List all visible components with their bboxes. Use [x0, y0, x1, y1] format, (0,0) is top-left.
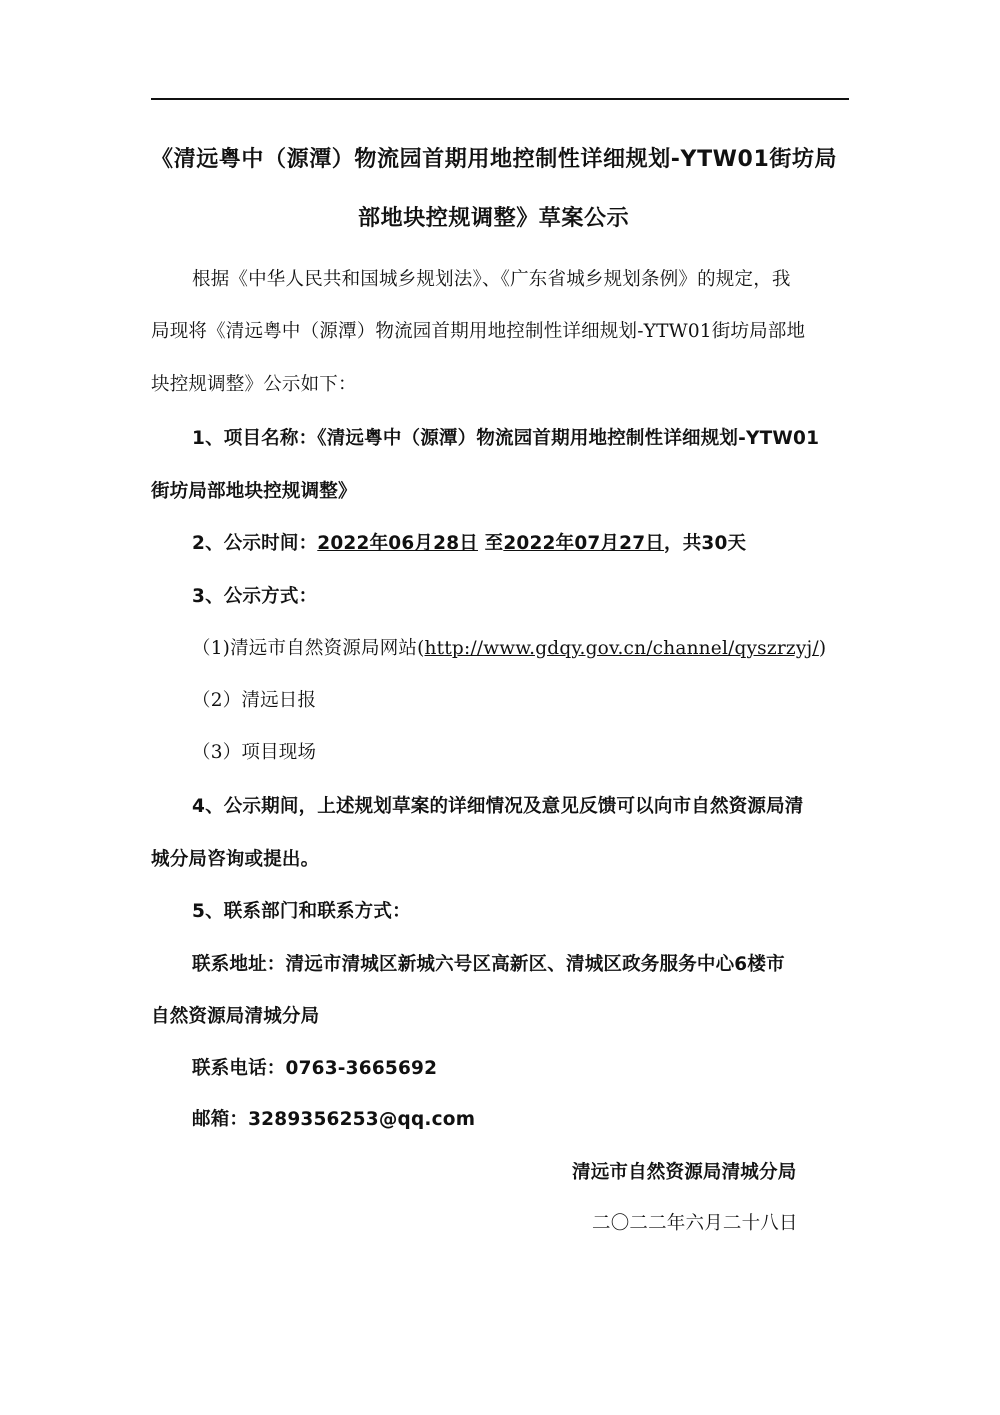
item-5-label: 5、联系部门和联系方式： [192, 901, 411, 922]
item-1-line-1: 1、项目名称：《清远粤中（源潭）物流园首期用地控制性详细规划-YTW01 [192, 428, 820, 449]
end-date: 2022年07月27日 [503, 533, 665, 554]
item-1-line-2: 街坊局部地块控规调整》 [151, 481, 357, 502]
item-4-line-2: 城分局咨询或提出。 [151, 849, 320, 870]
signature-date: 二〇二二年六月二十八日 [592, 1213, 798, 1234]
way-1-suffix: ) [818, 638, 827, 659]
contact-email: 邮箱：3289356253@qq.com [192, 1109, 476, 1130]
contact-address-line-2: 自然资源局清城分局 [151, 1006, 320, 1027]
item-2-publicity-period [192, 532, 746, 556]
intro-line-3: 块控规调整》公示如下： [151, 374, 357, 395]
notice-title-line-1: 《清远粤中（源潭）物流园首期用地控制性详细规划-YTW01街坊局 [151, 147, 838, 172]
publicity-way-2: （2）清远日报 [192, 690, 317, 711]
notice-title-line-2: 部地块控规调整》草案公示 [358, 206, 630, 231]
duration: ，共30天 [664, 533, 747, 554]
signature-organization: 清远市自然资源局清城分局 [572, 1162, 797, 1183]
date-separator: 至 [484, 533, 504, 554]
publicity-way-1 [192, 637, 826, 661]
way-1-prefix: （1)清远市自然资源局网站( [192, 638, 425, 659]
item-4-line-1: 4、公示期间，上述规划草案的详细情况及意见反馈可以向市自然资源局清 [192, 796, 804, 817]
header-rule [151, 98, 849, 100]
intro-line-1: 根据《中华人民共和国城乡规划法》、《广东省城乡规划条例》的规定，我 [192, 269, 791, 290]
item-3-label: 3、公示方式： [192, 586, 318, 607]
bureau-website-link[interactable]: http://www.gdqy.gov.cn/channel/qyszrzyj/ [424, 638, 819, 659]
publicity-way-3: （3）项目现场 [192, 742, 317, 763]
intro-line-2: 局现将《清远粤中（源潭）物流园首期用地控制性详细规划-YTW01街坊局部地 [151, 321, 806, 342]
item-2-label: 2、公示时间： [192, 533, 318, 554]
start-date: 2022年06月28日 [317, 533, 478, 554]
contact-address-line-1: 联系地址：清远市清城区新城六号区高新区、清城区政务服务中心6楼市 [192, 954, 785, 975]
contact-phone: 联系电话：0763-3665692 [192, 1058, 438, 1079]
